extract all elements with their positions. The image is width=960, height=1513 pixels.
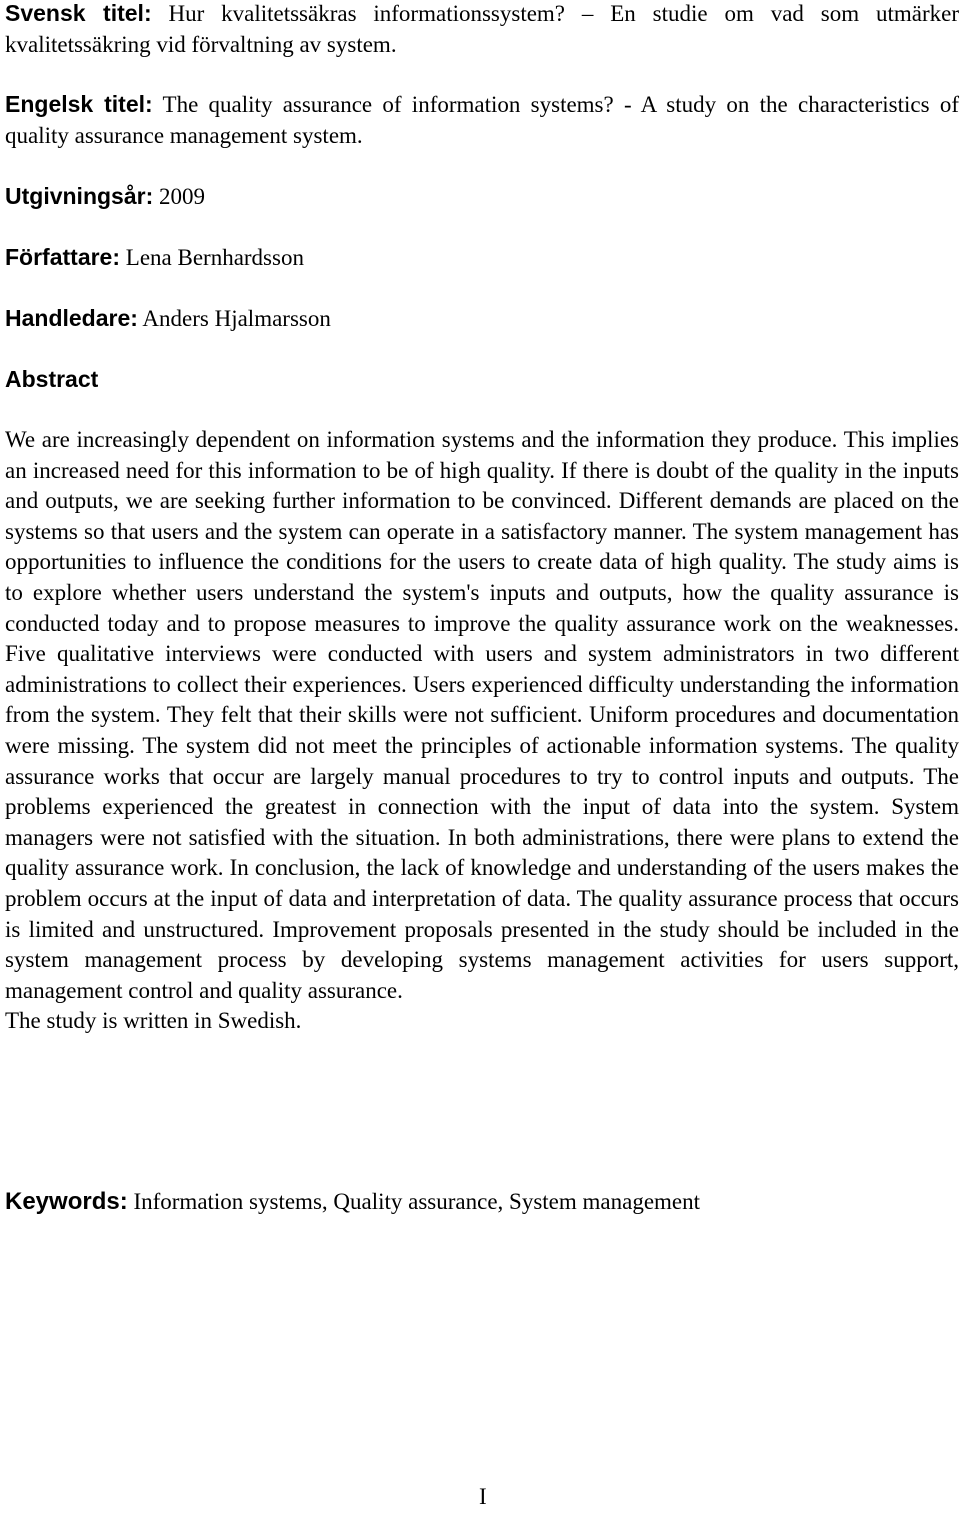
publication-year-value: 2009	[158, 184, 205, 209]
swedish-title-block	[5, 0, 959, 60]
keywords-line	[5, 1187, 700, 1218]
supervisor-value: Anders Hjalmarsson	[142, 306, 331, 331]
english-title-text: The quality assurance of information systems? - A study on the characteristics of quality assurance management system.	[5, 92, 959, 148]
language-note: The study is written in Swedish.	[5, 1008, 302, 1034]
abstract-paragraph: We are increasingly dependent on information systems and the information they produce. This implies an increased need for this information to be of high quality. If there is doubt of the quality in the inputs and outputs, we are seeking further information to be convinced. Different demands are placed on the systems so that users and the system can operate in a satisfactory manner. The system management has opportunities to influence the conditions for the users to create data of high quality. The study aims is to explore whether users understand the system's inputs and outputs, how the quality assurance is conducted today and to propose measures to improve the quality assurance work on the weaknesses. Five qualitative interviews were conducted with users and system administrators in two different administrations to collect their experiences. Users experienced difficulty understanding the information from the system. They felt that their skills were not sufficient. Uniform procedures and documentation were missing. The system did not meet the principles of actionable information systems. The quality assurance works that occur are largely manual procedures to try to control inputs and outputs. The problems experienced the greatest in connection with the input of data into the system. System managers were not satisfied with the situation. In both administrations, there were plans to extend the quality assurance work. In conclusion, the lack of knowledge and understanding of the users makes the problem occurs at the input of data and interpretation of data. The quality assurance process that occurs is limited and unstructured. Improvement proposals presented in the study should be included in the system management process by developing systems management activities for users support, management control and quality assurance.	[5, 427, 959, 1003]
english-title-block	[5, 89, 959, 151]
keywords-label: Keywords:	[5, 1188, 128, 1215]
abstract-heading: Abstract	[5, 366, 99, 392]
swedish-title-text: Hur kvalitetssäkras informationssystem? – En studie om vad som utmärker kvalitetssäkring vid förvaltning av system.	[5, 1, 959, 57]
publication-year-label: Utgivningsår:	[5, 183, 154, 209]
author-value: Lena Bernhardsson	[125, 245, 304, 270]
supervisor-line	[5, 303, 331, 335]
author-label: Författare:	[5, 244, 121, 270]
supervisor-label: Handledare:	[5, 305, 138, 331]
english-title-label: Engelsk titel:	[5, 91, 153, 117]
publication-year-line	[5, 181, 205, 213]
author-line	[5, 242, 304, 274]
page-number: I	[479, 1484, 487, 1509]
swedish-title-label: Svensk titel:	[5, 0, 152, 26]
abstract-body	[5, 425, 959, 1037]
keywords-value: Information systems, Quality assurance, System management	[133, 1189, 701, 1214]
